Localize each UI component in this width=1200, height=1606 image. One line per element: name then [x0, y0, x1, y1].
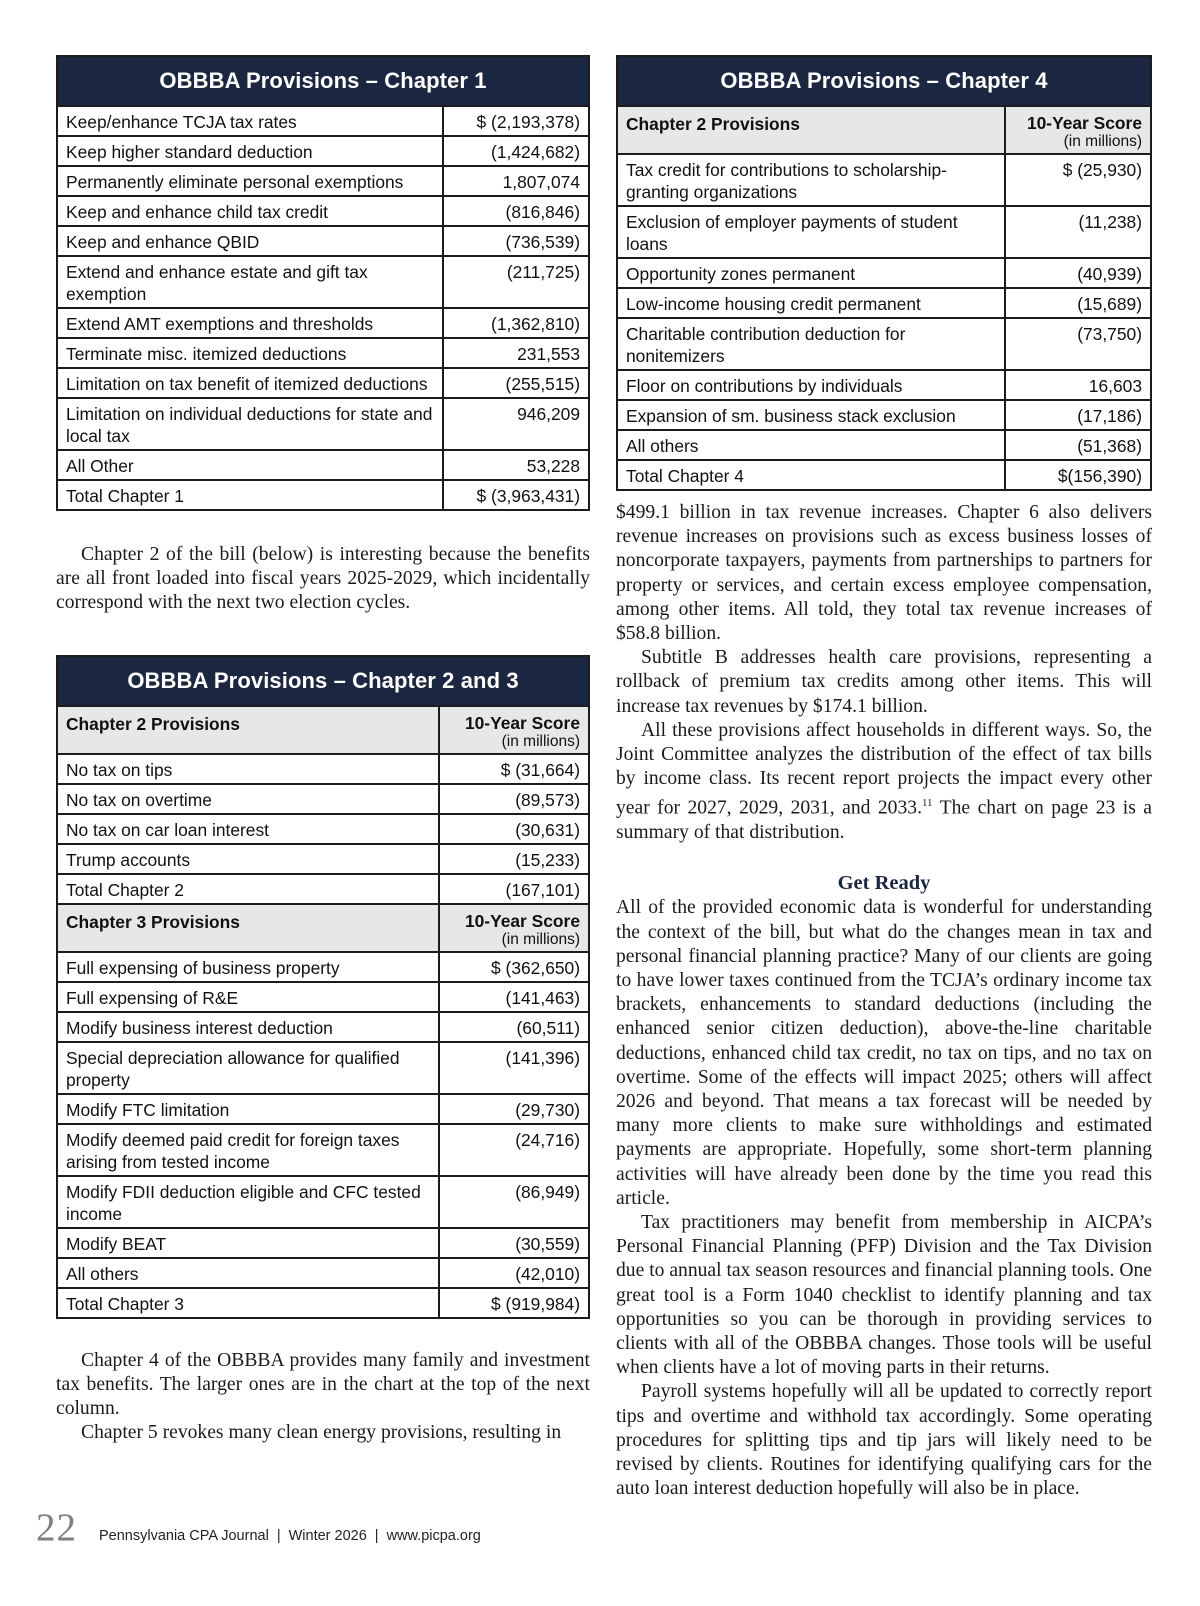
score-header-text: 10-Year Score	[1026, 113, 1142, 133]
row-value: (15,233)	[439, 844, 589, 874]
paragraph-tax-practitioners: Tax practitioners may benefit from membership in AICPA’s Personal Financial Planning (PFP) Division and the Tax Division due to annual tax season resources and financial planning tools. One great tool is a Form 1040 checklist to identify planning and tax opportunities so you can be thorough in providing services to clients with all of the OBBBA changes. Those tools will be useful when clients have a lot of moving parts in their returns.	[616, 1212, 1152, 1379]
row-label: Expansion of sm. business stack exclusion	[617, 400, 1005, 430]
row-value: (167,101)	[439, 874, 589, 904]
row-value: (51,368)	[1005, 430, 1151, 460]
row-label: Modify BEAT	[57, 1228, 439, 1258]
row-value: (40,939)	[1005, 258, 1151, 288]
row-label: Total Chapter 4	[617, 460, 1005, 490]
row-label: Keep and enhance child tax credit	[57, 196, 443, 226]
row-value: (24,716)	[439, 1124, 589, 1176]
row-label: No tax on tips	[57, 754, 439, 784]
row-label: Keep higher standard deduction	[57, 136, 443, 166]
row-value: (86,949)	[439, 1176, 589, 1228]
table-row	[57, 256, 589, 308]
row-label: Total Chapter 3	[57, 1288, 439, 1318]
paragraph-distribution	[616, 719, 1152, 846]
row-label: Total Chapter 1	[57, 480, 443, 510]
table-row	[57, 106, 589, 136]
row-value: (89,573)	[439, 784, 589, 814]
table-row	[57, 1094, 589, 1124]
table-row	[617, 460, 1151, 490]
chapter4-rows	[617, 154, 1151, 490]
footer-separator: |	[276, 1528, 281, 1544]
paragraph-revenue-increases: $499.1 billion in tax revenue increases. Chapter 6 also delivers revenue increases on provisions such as excess business losses of noncorporate taxpayers, payments from partnerships to partners for property or services, and certain excess employee compensation, among other items. All told, they total tax revenue increases of $58.8 billion.	[616, 502, 1152, 645]
row-label: Special depreciation allowance for qualified property	[57, 1042, 439, 1094]
table-row	[57, 480, 589, 510]
table-row	[617, 288, 1151, 318]
row-value: (17,186)	[1005, 400, 1151, 430]
row-value: $ (2,193,378)	[443, 106, 589, 136]
table-row	[617, 430, 1151, 460]
row-value: 16,603	[1005, 370, 1151, 400]
table-row	[57, 1012, 589, 1042]
row-value: (30,559)	[439, 1228, 589, 1258]
chapter1-table-title: OBBBA Provisions – Chapter 1	[57, 56, 589, 106]
table-row	[57, 754, 589, 784]
right-column	[616, 55, 1152, 1501]
chapter3-rows	[57, 952, 589, 1318]
table-row	[57, 1288, 589, 1318]
journal-name: Pennsylvania CPA Journal	[99, 1528, 269, 1544]
row-label: Modify deemed paid credit for foreign taxes arising from tested income	[57, 1124, 439, 1176]
table-row	[57, 952, 589, 982]
table-row	[57, 874, 589, 904]
row-label: Modify business interest deduction	[57, 1012, 439, 1042]
row-label: Trump accounts	[57, 844, 439, 874]
row-value: (141,396)	[439, 1042, 589, 1094]
chapter2-subheader-row	[57, 706, 589, 754]
row-value: 946,209	[443, 398, 589, 450]
issue-date: Winter 2026	[288, 1528, 367, 1544]
row-label: All others	[57, 1258, 439, 1288]
score-unit: (in millions)	[501, 732, 580, 750]
row-value: 53,228	[443, 450, 589, 480]
row-value: (736,539)	[443, 226, 589, 256]
chapter23-table-title: OBBBA Provisions – Chapter 2 and 3	[57, 656, 589, 706]
chapter23-table	[56, 655, 590, 1319]
table-row	[57, 1258, 589, 1288]
table-row	[57, 398, 589, 450]
chapter2-rows	[57, 754, 589, 904]
table-row	[57, 844, 589, 874]
paragraph-chapter2-intro: Chapter 2 of the bill (below) is interesting because the benefits are all front loaded into fiscal years 2025-2029, which incidentally correspond with the next two election cycles.	[56, 544, 590, 614]
table-row	[57, 1124, 589, 1176]
row-value: (73,750)	[1005, 318, 1151, 370]
row-value: (1,362,810)	[443, 308, 589, 338]
table-row	[57, 136, 589, 166]
row-label: Low-income housing credit permanent	[617, 288, 1005, 318]
row-label: Permanently eliminate personal exemptions	[57, 166, 443, 196]
row-value: (141,463)	[439, 982, 589, 1012]
footer-text	[99, 1528, 481, 1544]
row-label: Exclusion of employer payments of student loans	[617, 206, 1005, 258]
footer-separator: |	[374, 1528, 379, 1544]
paragraph-subtitle-b: Subtitle B addresses health care provisions, representing a rollback of premium tax credits among other items. This will increase tax revenues by $174.1 billion.	[616, 647, 1152, 717]
table-row	[617, 318, 1151, 370]
row-label: All others	[617, 430, 1005, 460]
table-row	[617, 154, 1151, 206]
row-label: Extend AMT exemptions and thresholds	[57, 308, 443, 338]
row-label: Keep and enhance QBID	[57, 226, 443, 256]
row-value: $ (362,650)	[439, 952, 589, 982]
chapter3-subheader-group	[57, 904, 589, 952]
row-label: No tax on car loan interest	[57, 814, 439, 844]
chapter4-subheader-group	[617, 106, 1151, 154]
distribution-text: All these provisions affect households in different ways. So, the Joint Committee analyzes the distribution of the effect of tax bills by income class. Its recent report projects the impact every other year for 2027, 2029, 2031, and 2033.	[616, 719, 1152, 819]
row-label: No tax on overtime	[57, 784, 439, 814]
paragraph-chapter4-intro: Chapter 4 of the OBBBA provides many family and investment tax benefits. The larger ones are in the chart at the top of the next column.	[56, 1349, 590, 1420]
table-row	[57, 1176, 589, 1228]
score-unit: (in millions)	[1063, 133, 1142, 150]
row-label: Opportunity zones permanent	[617, 258, 1005, 288]
chapter3-score-header	[439, 904, 589, 952]
table-row	[57, 196, 589, 226]
footnote-marker: 11	[921, 797, 933, 810]
paragraph-chapter5-intro: Chapter 5 revokes many clean energy provisions, resulting in	[81, 1422, 562, 1444]
distribution-text-cont: The chart on page 23 is a summary of that distribution.	[616, 797, 1152, 844]
section-heading-get-ready: Get Ready	[837, 872, 931, 895]
table-row	[617, 258, 1151, 288]
table-row	[57, 1042, 589, 1094]
row-label: Tax credit for contributions to scholarship-granting organizations	[617, 154, 1005, 206]
chapter4-score-header	[1005, 106, 1151, 154]
table-row	[57, 226, 589, 256]
table-row	[57, 368, 589, 398]
chapter4-table	[616, 55, 1152, 491]
row-value: (60,511)	[439, 1012, 589, 1042]
row-value: (11,238)	[1005, 206, 1151, 258]
table-row	[57, 1228, 589, 1258]
row-value: 231,553	[443, 338, 589, 368]
page-number: 22	[36, 1506, 77, 1549]
table-row	[57, 166, 589, 196]
row-value: $ (25,930)	[1005, 154, 1151, 206]
row-label: Full expensing of R&E	[57, 982, 439, 1012]
row-value: $ (919,984)	[439, 1288, 589, 1318]
row-label: Charitable contribution deduction for nonitemizers	[617, 318, 1005, 370]
row-label: Limitation on tax benefit of itemized deductions	[57, 368, 443, 398]
table-row	[617, 400, 1151, 430]
row-value: $ (31,664)	[439, 754, 589, 784]
row-value: (1,424,682)	[443, 136, 589, 166]
row-value: 1,807,074	[443, 166, 589, 196]
row-label: Limitation on individual deductions for state and local tax	[57, 398, 443, 450]
table-row	[57, 982, 589, 1012]
row-value: (211,725)	[443, 256, 589, 308]
paragraph-payroll-systems: Payroll systems hopefully will all be updated to correctly report tips and overtime and withhold tax accordingly. Some operating procedures for splitting tips and tip jars will likely need to be revised by clients. Routines for identifying qualifying cars for the auto loan interest deduction hopefully will also be in place.	[616, 1381, 1152, 1500]
left-column	[56, 55, 590, 1445]
chapter2-score-header	[439, 706, 589, 754]
row-value: (29,730)	[439, 1094, 589, 1124]
chapter4-subheader-row	[617, 106, 1151, 154]
row-label: Extend and enhance estate and gift tax exemption	[57, 256, 443, 308]
chapter4-subheader-label: Chapter 2 Provisions	[617, 106, 1005, 154]
table-row	[57, 784, 589, 814]
row-label: All Other	[57, 450, 443, 480]
row-value: (816,846)	[443, 196, 589, 226]
row-value: (30,631)	[439, 814, 589, 844]
row-value: (15,689)	[1005, 288, 1151, 318]
table-row	[617, 370, 1151, 400]
table-row	[57, 338, 589, 368]
row-label: Modify FTC limitation	[57, 1094, 439, 1124]
row-label: Modify FDII deduction eligible and CFC tested income	[57, 1176, 439, 1228]
score-header-text: 10-Year Score	[464, 712, 580, 733]
row-value: $(156,390)	[1005, 460, 1151, 490]
table-row	[57, 450, 589, 480]
chapter2-subheader-label: Chapter 2 Provisions	[57, 706, 439, 754]
chapter4-table-title: OBBBA Provisions – Chapter 4	[617, 56, 1151, 106]
chapter23-table-body	[57, 706, 589, 754]
row-label: Terminate misc. itemized deductions	[57, 338, 443, 368]
row-value: $ (3,963,431)	[443, 480, 589, 510]
website-link[interactable]: www.picpa.org	[386, 1528, 481, 1544]
chapter3-subheader-row	[57, 904, 589, 952]
chapter1-table-body	[57, 106, 589, 510]
row-label: Total Chapter 2	[57, 874, 439, 904]
row-value: (42,010)	[439, 1258, 589, 1288]
row-value: (255,515)	[443, 368, 589, 398]
table-row	[57, 308, 589, 338]
page-footer	[36, 1505, 481, 1549]
row-label: Floor on contributions by individuals	[617, 370, 1005, 400]
table-row	[617, 206, 1151, 258]
chapter1-table	[56, 55, 590, 511]
paragraph-get-ready: All of the provided economic data is wonderful for understanding the context of the bill, but what do the changes mean in tax and personal financial planning practice? Many of our clients are going to have lower taxes continued from the TCJA’s ordinary income tax brackets, enhancements to standard deductions (including the enhanced senior citizen deduction), above-the-line charitable deductions, enhanced child tax credit, no tax on tips, and no tax on overtime. Some of the effects will impact 2025; others will affect 2026 and beyond. That means a tax forecast will be needed by many more clients to make sure withholdings and estimated payments are appropriate. Hopefully, some short-term planning activities will have already been done by the time you read this article.	[616, 897, 1152, 1209]
score-unit: (in millions)	[501, 930, 580, 948]
row-label: Full expensing of business property	[57, 952, 439, 982]
row-label: Keep/enhance TCJA tax rates	[57, 106, 443, 136]
table-row	[57, 814, 589, 844]
score-header-text: 10-Year Score	[464, 910, 580, 931]
chapter3-subheader-label: Chapter 3 Provisions	[57, 904, 439, 952]
